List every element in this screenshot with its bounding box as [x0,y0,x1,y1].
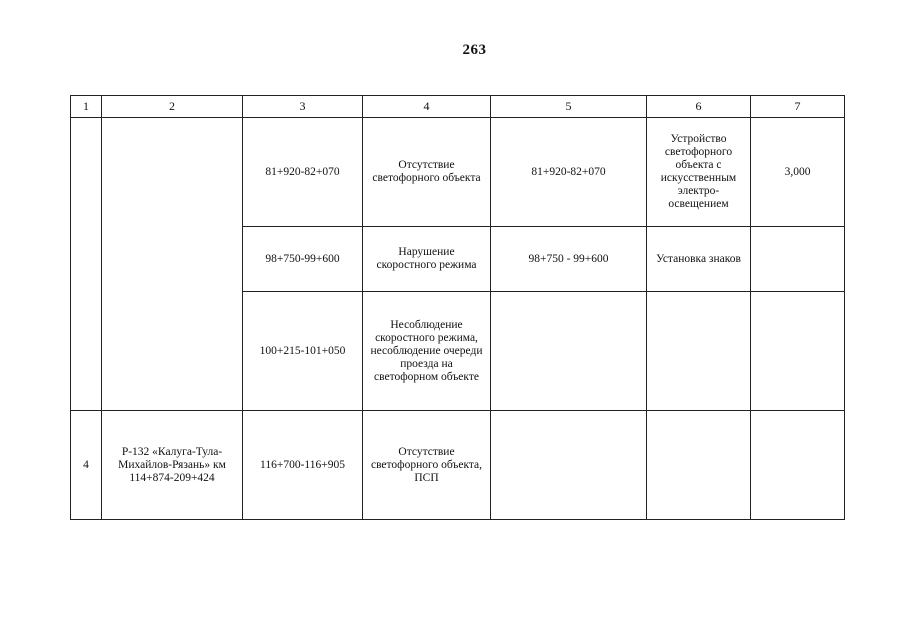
cell-measure: Устройство светофорного объекта с искусственным электро-освещением [647,118,751,227]
column-header-7: 7 [751,96,845,118]
table-row [71,118,845,227]
merged-cell-col1 [71,118,102,411]
cell-deficiency: Несоблюдение скоростного режима, несоблюдение очереди проезда на светофорном объекте [363,292,491,411]
cell-deficiency: Отсутствие светофорного объекта, ПСП [363,411,491,520]
cell-measure [647,292,751,411]
cell-km-range: 81+920-82+070 [243,118,363,227]
cell-location: 98+750 - 99+600 [491,227,647,292]
column-header-4: 4 [363,96,491,118]
cell-location [491,292,647,411]
page-number: 263 [462,42,487,58]
cell-value [751,227,845,292]
cell-row-number: 4 [71,411,102,520]
cell-road-name: Р-132 «Калуга-Тула-Михайлов-Рязань» км 114+874-209+424 [102,411,243,520]
cell-value [751,292,845,411]
data-table [70,95,845,520]
cell-value [751,411,845,520]
cell-location: 81+920-82+070 [491,118,647,227]
table-header-row [71,96,845,118]
cell-location [491,411,647,520]
column-header-1: 1 [71,96,102,118]
column-header-3: 3 [243,96,363,118]
table-row [71,411,845,520]
cell-deficiency: Отсутствие светофорного объекта [363,118,491,227]
column-header-6: 6 [647,96,751,118]
merged-cell-col2 [102,118,243,411]
cell-km-range: 116+700-116+905 [243,411,363,520]
cell-measure [647,411,751,520]
column-header-2: 2 [102,96,243,118]
cell-value: 3,000 [751,118,845,227]
cell-deficiency: Нарушение скоростного режима [363,227,491,292]
cell-km-range: 98+750-99+600 [243,227,363,292]
cell-measure: Установка знаков [647,227,751,292]
cell-km-range: 100+215-101+050 [243,292,363,411]
column-header-5: 5 [491,96,647,118]
